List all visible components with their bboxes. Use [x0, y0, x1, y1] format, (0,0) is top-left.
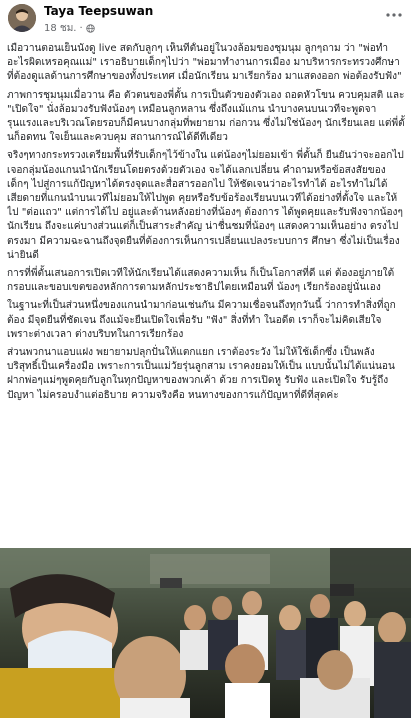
post-paragraph-2: ภาพการชุมนุมเมื่อวาน คือ ตัวตนของพี่ตั้น การเป็นตัวของตัวเอง ถอดหัวโขน ควบคุมสติ และ "เปิดใจ" นั่งล้อมวงรับฟังน้องๆ เหมือนลูกหลาน ซึ่งถึงแม้แกน นำบางคนบนเวทีจะพูดจารุนแรงและบริเวณโดยรอบก็มีคนบางกลุ่มที่พยายาม ก่อกวน ซึ่งไม่ใช่น้องๆ นักเรียนเลย แต่พี่ตั้นก็อดทน ใจเย็นและควบคุม สถานการณ์ได้ดีทีเดียว [7, 89, 405, 144]
crowd-photo [0, 548, 411, 718]
more-options-button[interactable] [383, 6, 405, 24]
post-paragraph-6: ส่วนพวกนาแอบแฝง พยายามปลุกปั่นให้แตกแยก เราต้องระวัง ไม่ให้ใช้เด็กซึ่ง เป็นพลังบริสุทธิ์เป็นเครื่องมือ เพราะการเป็นแม่วัยรุ่นลูกสาม เราคงยอมให้เป็น แบบนั้นไม่ได้แน่นอน ฝากพ่อๆแม่ๆพูดคุยกับลูกในทุกปัญหาของพวกเค้า ด้วย การเปิดหู รับฟัง และเปิดใจ รับรู้ถึงปัญหา ไม่ครอบงำแต่อธิบาย ความจริงคือ หนทางของการแก้ปัญหาที่ดีที่สุดค่ะ [7, 347, 395, 401]
post-header [0, 0, 411, 40]
post-paragraph-1: เมื่อวานตอนเย็นนั่งดู live สดกับลูกๆ เห็นที่ตั้นอยู่ในวงล้อมของชุมนุม ลูกๆถาม ว่า "พ่อทำอะไรผิดเหรอคุณแม่" เราอธิบายเด็กๆไปว่า "พ่อมาทำงานการเมือง มาบริหารกระทรวงศึกษา ที่ต้องดูแลด้านการศึกษาของทั้งประเทศ เมื่อนักเรียน มาเรียกร้อง มาแสดงออก พ่อต้องรับฟัง" [7, 43, 402, 83]
author-name[interactable]: Taya Teepsuwan [44, 4, 154, 18]
author-avatar[interactable] [8, 4, 36, 32]
post-timestamp[interactable]: 18 ชม. [44, 23, 77, 34]
more-options-icon [386, 13, 402, 17]
post-text [7, 42, 405, 532]
post-paragraph-5: ในฐานะที่เป็นส่วนหนึ่งของแกนนำมาก่อนเช่นกัน มีความเชื่อจนถึงทุกวันนี้ ว่าการทำสิ่งที่ถูกต้อง มีจุดยืนที่ชัดเจน ถึงแม้จะยืนเปิดใจเพื่อรับ "ฟัง" สิ่งที่ทำ ในอดีต เราก็จะไม่คิดเสียใจ เพราะต่างเวลา ต่างบริบทในการเรียกร้อง [7, 300, 396, 340]
post-paragraph-3: จริงๆทางกระทรวงเตรียมพื้นที่รับเด็กๆไว้ข้างใน แต่น้องๆไม่ยอมเข้า พี่ตั้นก็ ยืนยันว่าจะออกไปเจอกลุ่มน้องแกนนำนักเรียนโดยตรงด้วยตัวเอง จะได้แลกเปลี่ยน คำถามหรือข้อสงสัยของเด็กๆ ไปสู่การแก้ปัญหาได้ตรงจุดและสื่อสารออกไป ให้ชัดเจนว่าอะไรทำได้ อะไรทำไม่ได้ เสียดายที่แกนนำบนเวทีไม่ยอมให้ไปพูด คุยหรือรับข้อร้องเรียนบนเวทีได้อย่างที่ตั้งใจ และให้ไป "ต่อแถว" แต่การได้ไป อยู่และด้านหลังอย่างที่น้องๆ ต้องการ ได้พูดคุยและรับฟังจากน้องๆ นักเรียน ถึงจะแค่บางส่วนแต่ก็เป็นสาระสำคัญ น่าชื่นชมที่น้องๆ แสดงความเห็นอย่าง ตรงไปตรงมา มีความฉะฉานถึงจุดยืนที่ต้องการเห็นการเปลี่ยนแปลงระบบการ ศึกษา ซึ่งไม่เป็นเรื่องน่ายินดี [7, 150, 404, 261]
meta-separator: · [79, 23, 83, 34]
post-paragraph-4: การที่พี่ตั้นเสนอการเปิดเวทีให้นักเรียนได้แสดงความเห็น ก็เป็นโอกาสที่ดี แต่ ต้องอยู่ภายใต้กรอบและขอบเขตของหลักการตามหลักประชาธิปไตยเหมือนที่ น้องๆ เรียกร้องอยู่นั่นเอง [7, 268, 395, 294]
post-meta [44, 21, 95, 36]
avatar-image [8, 4, 36, 32]
globe-icon [86, 24, 95, 33]
post-photo[interactable] [0, 548, 411, 718]
